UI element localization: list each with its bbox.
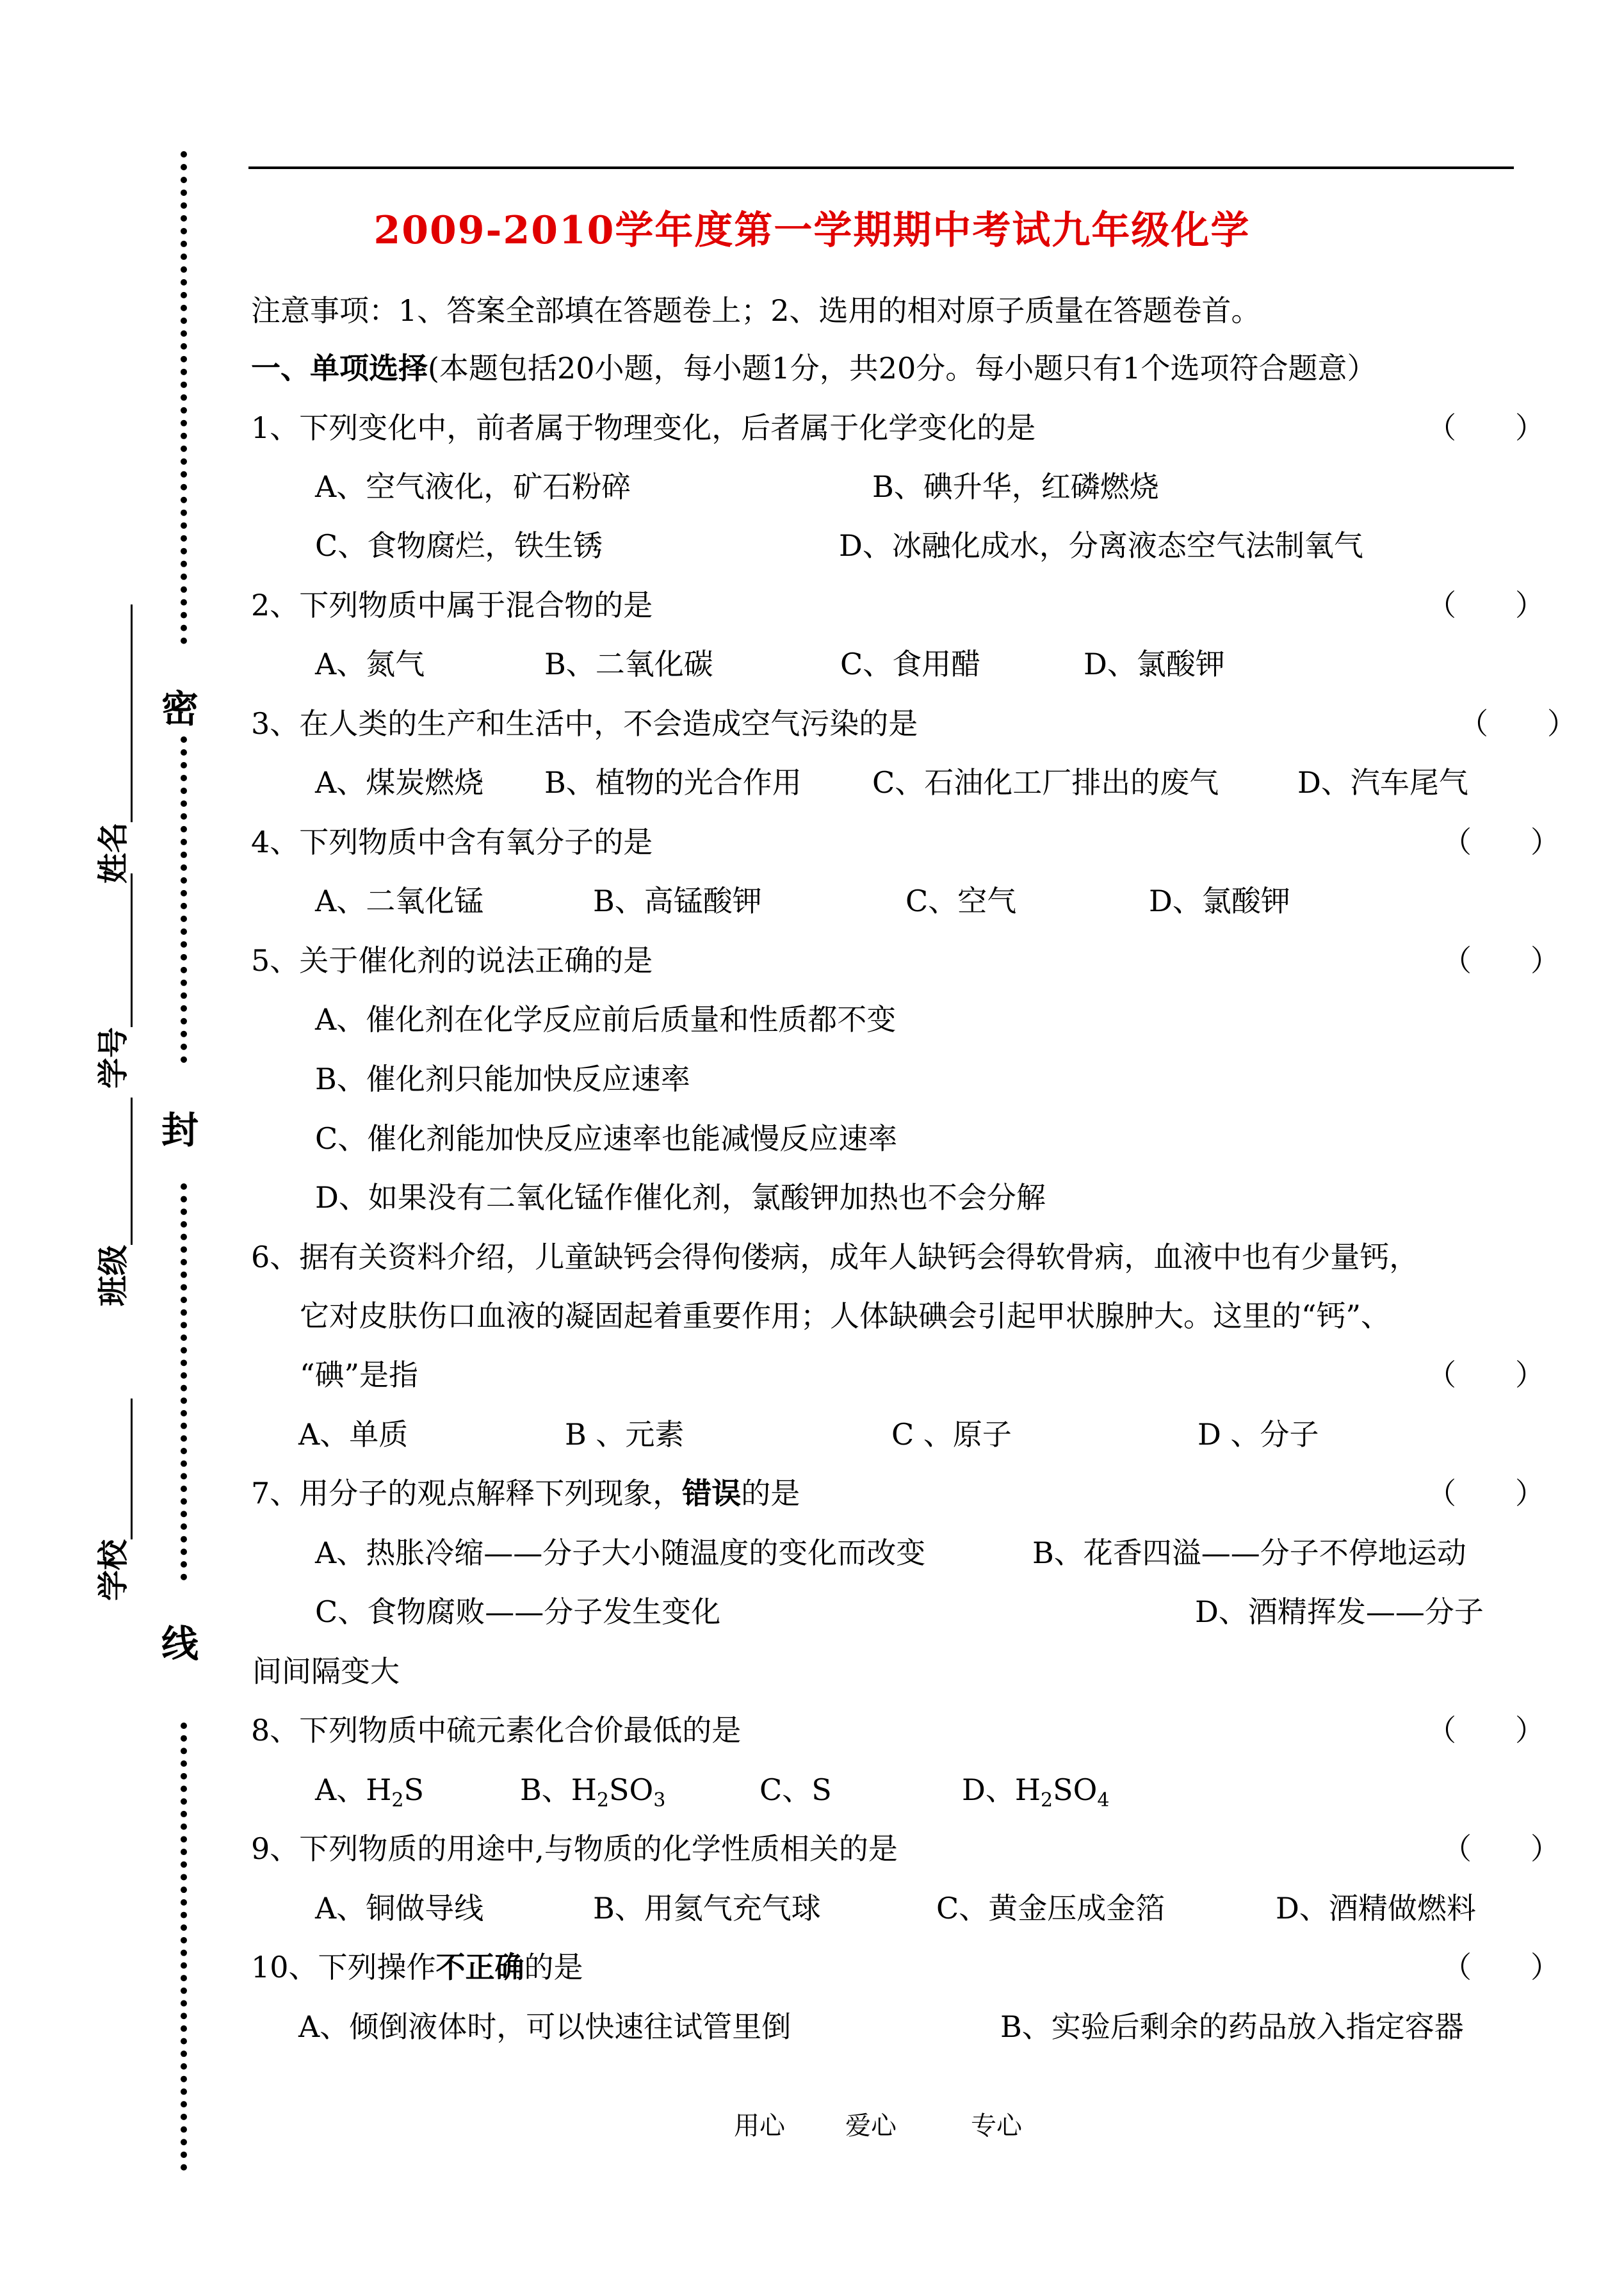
answer-paren-3[interactable]: （ ） [1459, 706, 1577, 741]
dotted-line [181, 736, 187, 1063]
q5-option-a: A、催化剂在化学反应前后质量和性质都不变 [315, 1002, 897, 1037]
q1-option-c: C、食物腐烂，铁生锈 [315, 528, 603, 563]
q7-stem-bold: 错误 [682, 1476, 742, 1511]
school-field [88, 1399, 133, 1601]
section-title: 一、单项选择 [251, 351, 428, 385]
q7-stem-post: 的是 [741, 1476, 800, 1511]
answer-paren-8[interactable]: （ ） [1427, 1713, 1545, 1748]
q10-option-a: A、倾倒液体时，可以快速往试管里倒 [298, 2009, 792, 2044]
answer-paren-10[interactable]: （ ） [1442, 1950, 1560, 1984]
class-label: 班级 [95, 1244, 131, 1306]
answer-paren-2[interactable]: （ ） [1427, 588, 1545, 622]
school-label: 学校 [95, 1539, 131, 1601]
q9-option-b: B、用氦气充气球 [593, 1891, 821, 1926]
name-blank[interactable] [100, 604, 133, 822]
q3-option-b: B、植物的光合作用 [544, 765, 802, 800]
q5-option-b: B、催化剂只能加快反应速率 [315, 1062, 690, 1096]
section-heading [251, 349, 1377, 387]
q7-option-b: B、花香四溢——分子不停地运动 [1032, 1536, 1466, 1570]
answer-paren-5[interactable]: （ ） [1442, 943, 1560, 978]
q3-option-c: C、石油化工厂排出的废气 [872, 765, 1219, 800]
q8-option-d: D、$H_2SO_4$ [962, 1772, 1110, 1812]
number-label: 学号 [95, 1026, 131, 1089]
question-8-stem: 8、下列物质中硫元素化合价最低的是 [251, 1713, 742, 1748]
q4-option-a: A、二氧化锰 [315, 884, 484, 918]
q9-option-d: D、酒精做燃料 [1276, 1891, 1476, 1926]
question-9-stem: 9、下列物质的用途中,与物质的化学性质相关的是 [251, 1831, 898, 1866]
q4-option-c: C、空气 [905, 884, 1017, 918]
q10-stem-pre: 10、下列操作 [251, 1950, 436, 1984]
notice: 注意事项：1、答案全部填在答题卷上；2、选用的相对原子质量在答题卷首。 [251, 293, 1261, 328]
answer-paren-6[interactable]: （ ） [1427, 1358, 1545, 1392]
number-field [88, 873, 133, 1089]
q3-option-d: D、汽车尾气 [1297, 765, 1468, 800]
name-field [88, 604, 133, 884]
q1-option-d: D、冰融化成水，分离液态空气法制氧气 [839, 528, 1363, 563]
q5-option-c: C、催化剂能加快反应速率也能减慢反应速率 [315, 1121, 898, 1156]
q7-option-d: D、酒精挥发——分子 [1195, 1594, 1484, 1629]
q6-option-b: B 、元素 [565, 1417, 685, 1452]
q8-option-a: A、$H_2S$ [315, 1772, 424, 1812]
class-blank[interactable] [100, 1098, 133, 1245]
page-title: 2009-2010学年度第一学期期中考试九年级化学 [373, 208, 1251, 253]
question-2-stem: 2、下列物质中属于混合物的是 [251, 588, 653, 622]
school-blank[interactable] [100, 1399, 133, 1539]
q10-stem-post: 的是 [524, 1950, 583, 1984]
q6-option-c: C 、原子 [891, 1417, 1012, 1452]
class-field [88, 1098, 133, 1306]
q9-option-c: C、黄金压成金箔 [936, 1891, 1165, 1926]
q7-option-d-continued: 间间隔变大 [252, 1654, 400, 1689]
footer-text-3: 专心 [971, 2111, 1022, 2141]
number-blank[interactable] [100, 873, 133, 1027]
q3-option-a: A、煤炭燃烧 [315, 765, 484, 800]
question-6-line-1: 6、据有关资料介绍，儿童缺钙会得佝偻病，成年人缺钙会得软骨病，血液中也有少量钙， [251, 1240, 1419, 1274]
question-6-line-2: 它对皮肤伤口血液的凝固起着重要作用；人体缺碘会引起甲状腺肿大。这里的“钙”、 [300, 1299, 1391, 1333]
q2-option-c: C、食用醋 [840, 647, 981, 681]
question-4-stem: 4、下列物质中含有氧分子的是 [251, 825, 653, 859]
answer-paren-4[interactable]: （ ） [1442, 825, 1560, 859]
q1-option-b: B、碘升华，红磷燃烧 [872, 469, 1159, 504]
answer-paren-1[interactable]: （ ） [1427, 410, 1545, 445]
q8-option-c: C、S [759, 1772, 832, 1807]
dotted-line [181, 1183, 187, 1580]
q2-option-a: A、氮气 [315, 647, 425, 681]
dotted-line [181, 1723, 187, 2171]
q2-option-d: D、氯酸钾 [1084, 647, 1225, 681]
q7-option-c: C、食物腐败——分子发生变化 [315, 1594, 721, 1629]
q2-option-b: B、二氧化碳 [544, 647, 713, 681]
seal-xian: 线 [161, 1622, 199, 1666]
footer-text-2: 爱心 [845, 2111, 897, 2141]
name-label: 姓名 [95, 822, 131, 884]
question-3-stem: 3、在人类的生产和生活中，不会造成空气污染的是 [251, 706, 918, 741]
q10-option-b: B、实验后剩余的药品放入指定容器 [1000, 2009, 1464, 2044]
top-rule [248, 166, 1514, 169]
q9-option-a: A、铜做导线 [315, 1891, 484, 1926]
question-6-line-3: “碘”是指 [300, 1358, 419, 1392]
q6-option-a: A、单质 [298, 1417, 409, 1452]
q6-option-d: D 、分子 [1198, 1417, 1319, 1452]
seal-feng: 封 [161, 1108, 199, 1152]
q5-option-d: D、如果没有二氧化锰作催化剂，氯酸钾加热也不会分解 [315, 1180, 1046, 1215]
seal-mi: 密 [161, 687, 199, 731]
q7-stem-pre: 7、用分子的观点解释下列现象， [251, 1476, 683, 1511]
q8-option-b: B、$H_2SO_3$ [520, 1772, 666, 1812]
question-1-stem: 1、下列变化中，前者属于物理变化，后者属于化学变化的是 [251, 410, 1036, 445]
q4-option-b: B、高锰酸钾 [593, 884, 762, 918]
section-desc: (本题包括20小题，每小题1分，共20分。每小题只有1个选项符合题意） [428, 351, 1377, 385]
q1-option-a: A、空气液化，矿石粉碎 [315, 469, 631, 504]
answer-paren-7[interactable]: （ ） [1427, 1476, 1545, 1511]
q7-option-a: A、热胀冷缩——分子大小随温度的变化而改变 [315, 1536, 926, 1570]
question-5-stem: 5、关于催化剂的说法正确的是 [251, 943, 653, 978]
question-7-stem [251, 1474, 800, 1512]
answer-paren-9[interactable]: （ ） [1442, 1831, 1560, 1866]
footer-text-1: 用心 [734, 2111, 785, 2141]
question-10-stem [251, 1948, 583, 1986]
q4-option-d: D、氯酸钾 [1149, 884, 1290, 918]
q10-stem-bold: 不正确 [435, 1950, 524, 1984]
